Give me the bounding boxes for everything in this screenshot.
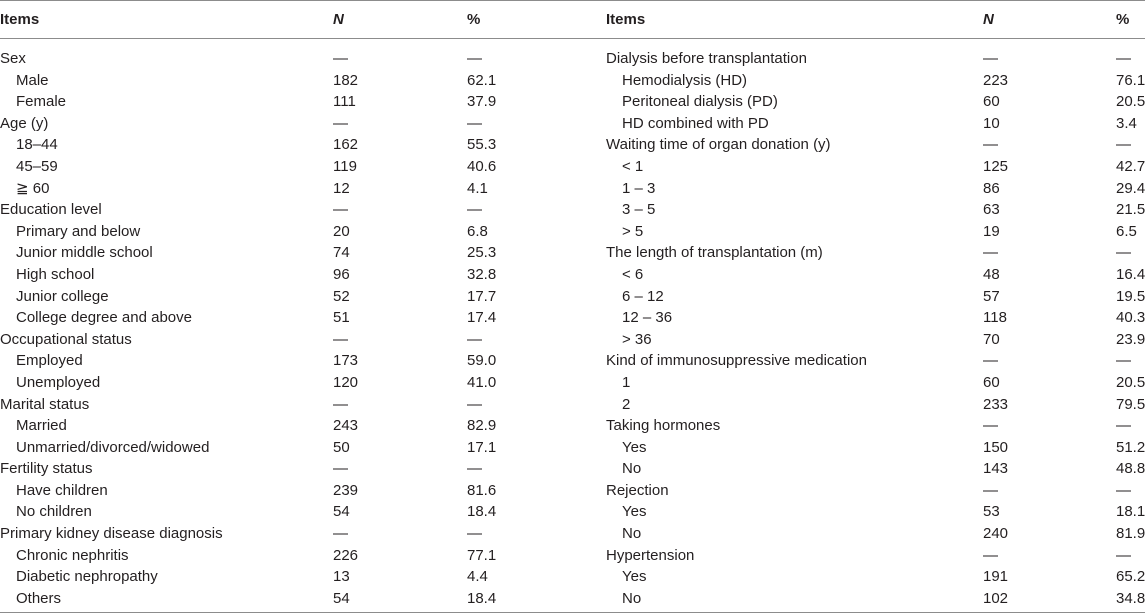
right-item-cell: HD combined with PD (622, 114, 769, 132)
left-n-cell: 243 (333, 417, 359, 435)
left-pct-cell: 17.7 (467, 287, 497, 305)
left-item-cell: Marital status (0, 395, 90, 413)
header-items-right: Items (606, 11, 646, 28)
table-row (0, 437, 1145, 459)
right-n-cell: 191 (983, 568, 1009, 586)
right-item-cell: Yes (622, 568, 647, 586)
left-n-cell: 13 (333, 568, 350, 586)
table-row (0, 394, 1145, 416)
right-item-cell: Peritoneal dialysis (PD) (622, 93, 778, 111)
right-pct-cell: — (1116, 546, 1131, 564)
left-n-cell: 162 (333, 136, 359, 154)
right-n-cell: 150 (983, 438, 1009, 456)
right-pct-cell: 18.1 (1116, 503, 1145, 521)
left-n-cell: 20 (333, 222, 350, 240)
right-item-cell: Taking hormones (606, 417, 721, 435)
left-pct-cell: 41.0 (467, 373, 497, 391)
left-pct-cell: 40.6 (467, 157, 497, 175)
right-item-cell: Yes (622, 503, 647, 521)
left-n-cell: 173 (333, 352, 359, 370)
table-row (0, 286, 1145, 308)
header-pct-left: % (467, 11, 481, 28)
right-n-cell: 223 (983, 71, 1009, 89)
right-item-cell: Waiting time of organ donation (y) (606, 136, 831, 154)
right-pct-cell: 34.8 (1116, 589, 1145, 607)
table-row (0, 134, 1145, 156)
right-n-cell: 233 (983, 395, 1009, 413)
left-pct-cell: — (467, 50, 482, 67)
left-pct-cell: — (467, 395, 482, 413)
left-pct-cell: 25.3 (467, 244, 497, 262)
left-pct-cell: — (467, 525, 482, 543)
table-header (0, 0, 1145, 38)
left-n-cell: 226 (333, 546, 359, 564)
right-pct-cell: — (1116, 244, 1131, 262)
right-item-cell: Rejection (606, 481, 669, 499)
left-n-cell: 12 (333, 179, 350, 197)
right-n-cell: 70 (983, 330, 1000, 348)
left-item-cell: Primary and below (16, 222, 141, 240)
right-n-cell: 240 (983, 525, 1009, 543)
right-item-cell: 6 – 12 (622, 287, 664, 305)
left-n-cell: — (333, 460, 348, 478)
right-n-cell: 53 (983, 503, 1000, 521)
right-n-cell: — (983, 136, 998, 154)
left-item-cell: Fertility status (0, 460, 93, 478)
left-item-cell: Unmarried/divorced/widowed (16, 438, 210, 456)
right-item-cell: No (622, 460, 642, 478)
left-n-cell: 52 (333, 287, 350, 305)
table-row (0, 91, 1145, 113)
left-item-cell: Married (16, 417, 67, 435)
table-row (0, 242, 1145, 264)
left-item-cell: Have children (16, 481, 108, 499)
table-row (0, 350, 1145, 372)
left-pct-cell: 77.1 (467, 546, 497, 564)
right-item-cell: Kind of immunosuppressive medication (606, 352, 867, 370)
left-item-cell: Male (16, 71, 49, 89)
right-item-cell: No (622, 525, 642, 543)
left-item-cell: ≧ 60 (16, 179, 50, 197)
right-item-cell: 1 – 3 (622, 179, 656, 197)
right-n-cell: 60 (983, 93, 1000, 111)
right-item-cell: 1 (622, 373, 631, 391)
right-pct-cell: 79.5 (1116, 395, 1145, 413)
right-n-cell: 57 (983, 287, 1000, 305)
right-pct-cell: 6.5 (1116, 222, 1137, 240)
left-item-cell: College degree and above (16, 309, 192, 327)
right-pct-cell: — (1116, 352, 1131, 370)
table-body (0, 48, 1145, 609)
right-pct-cell: 29.4 (1116, 179, 1145, 197)
left-pct-cell: 18.4 (467, 589, 497, 607)
header-n-right: N (983, 11, 994, 28)
right-item-cell: > 36 (622, 330, 652, 348)
table-row (0, 113, 1145, 135)
right-item-cell: Hypertension (606, 546, 695, 564)
right-pct-cell: 48.8 (1116, 460, 1145, 478)
left-item-cell: Female (16, 93, 67, 111)
left-item-cell: Education level (0, 201, 102, 219)
right-pct-cell: 21.5 (1116, 201, 1145, 219)
table-row (0, 221, 1145, 243)
right-pct-cell: 23.9 (1116, 330, 1145, 348)
right-n-cell: — (983, 244, 998, 262)
left-item-cell: Chronic nephritis (16, 546, 129, 564)
left-n-cell: 119 (333, 157, 357, 175)
left-pct-cell: 55.3 (467, 136, 497, 154)
left-pct-cell: — (467, 201, 482, 219)
left-n-cell: 96 (333, 265, 350, 283)
left-item-cell: Diabetic nephropathy (16, 568, 158, 586)
left-n-cell: — (333, 50, 348, 67)
left-n-cell: 51 (333, 309, 350, 327)
left-pct-cell: 4.4 (467, 568, 488, 586)
right-item-cell: Dialysis before transplantation (606, 50, 807, 67)
right-item-cell: > 5 (622, 222, 644, 240)
left-n-cell: 182 (333, 71, 359, 89)
left-pct-cell: — (467, 330, 482, 348)
right-n-cell: — (983, 50, 998, 67)
table-row (0, 480, 1145, 502)
right-item-cell: < 6 (622, 265, 644, 283)
right-n-cell: 143 (983, 460, 1009, 478)
right-item-cell: The length of transplantation (m) (606, 244, 823, 262)
left-n-cell: — (333, 525, 348, 543)
left-n-cell: 111 (333, 93, 356, 111)
left-n-cell: 120 (333, 373, 359, 391)
left-item-cell: High school (16, 265, 95, 283)
left-item-cell: Primary kidney disease diagnosis (0, 525, 223, 543)
table-row (0, 329, 1145, 351)
left-pct-cell: 81.6 (467, 481, 497, 499)
right-n-cell: — (983, 481, 998, 499)
header-n-left: N (333, 11, 344, 28)
right-n-cell: — (983, 352, 998, 370)
table-row (0, 156, 1145, 178)
left-pct-cell: 32.8 (467, 265, 497, 283)
left-n-cell: 54 (333, 503, 350, 521)
right-item-cell: Yes (622, 438, 647, 456)
left-pct-cell: 82.9 (467, 417, 497, 435)
right-item-cell: Hemodialysis (HD) (622, 71, 748, 89)
header-pct-right: % (1116, 11, 1130, 28)
table-row (0, 307, 1145, 329)
left-item-cell: No children (16, 503, 92, 521)
left-pct-cell: 17.1 (467, 438, 497, 456)
table-row (0, 372, 1145, 394)
right-item-cell: < 1 (622, 157, 644, 175)
left-pct-cell: 37.9 (467, 93, 497, 111)
table-row (0, 458, 1145, 480)
bottom-rule (0, 612, 1145, 613)
left-pct-cell: 59.0 (467, 352, 497, 370)
right-pct-cell: 65.2 (1116, 568, 1145, 586)
left-n-cell: — (333, 330, 348, 348)
right-n-cell: 60 (983, 373, 1000, 391)
right-item-cell: 3 – 5 (622, 201, 656, 219)
right-pct-cell: 42.7 (1116, 157, 1145, 175)
table-row (0, 566, 1145, 588)
left-n-cell: 74 (333, 244, 350, 262)
right-n-cell: 86 (983, 179, 1000, 197)
left-item-cell: 45–59 (16, 157, 58, 175)
right-n-cell: 10 (983, 114, 1000, 132)
right-pct-cell: 40.3 (1116, 309, 1145, 327)
right-n-cell: — (983, 546, 998, 564)
right-n-cell: — (983, 417, 998, 435)
right-n-cell: 118 (983, 309, 1007, 327)
right-pct-cell: 76.1 (1116, 71, 1145, 89)
right-pct-cell: 51.2 (1116, 438, 1145, 456)
right-pct-cell: 81.9 (1116, 525, 1145, 543)
table-row (0, 48, 1145, 70)
right-n-cell: 63 (983, 201, 1000, 219)
right-pct-cell: 20.5 (1116, 373, 1145, 391)
left-item-cell: Others (16, 589, 62, 607)
table-row (0, 70, 1145, 92)
right-pct-cell: 16.4 (1116, 265, 1145, 283)
table-row (0, 178, 1145, 200)
right-pct-cell: — (1116, 417, 1131, 435)
header-items-left: Items (0, 11, 40, 28)
right-pct-cell: — (1116, 136, 1131, 154)
table-row (0, 501, 1145, 523)
left-item-cell: Unemployed (16, 373, 101, 391)
left-pct-cell: 62.1 (467, 71, 497, 89)
table-row (0, 545, 1145, 567)
left-item-cell: 18–44 (16, 136, 58, 154)
left-pct-cell: 4.1 (467, 179, 488, 197)
left-n-cell: 50 (333, 438, 350, 456)
left-pct-cell: 6.8 (467, 222, 488, 240)
left-item-cell: Age (y) (0, 114, 49, 132)
right-n-cell: 19 (983, 222, 1000, 240)
left-n-cell: — (333, 395, 348, 413)
right-item-cell: No (622, 589, 642, 607)
header-rule (0, 38, 1145, 39)
left-item-cell: Junior middle school (16, 244, 153, 262)
left-pct-cell: — (467, 460, 482, 478)
left-n-cell: — (333, 201, 348, 219)
left-item-cell: Junior college (16, 287, 109, 305)
left-n-cell: 54 (333, 589, 350, 607)
table-row (0, 588, 1145, 610)
right-n-cell: 102 (983, 589, 1009, 607)
right-n-cell: 48 (983, 265, 1000, 283)
left-item-cell: Sex (0, 50, 26, 67)
right-n-cell: 125 (983, 157, 1009, 175)
left-pct-cell: 17.4 (467, 309, 497, 327)
table-row (0, 415, 1145, 437)
table-row (0, 199, 1145, 221)
right-pct-cell: — (1116, 50, 1131, 67)
left-item-cell: Occupational status (0, 330, 132, 348)
left-n-cell: — (333, 114, 348, 132)
left-pct-cell: — (467, 114, 482, 132)
left-pct-cell: 18.4 (467, 503, 497, 521)
right-pct-cell: 20.5 (1116, 93, 1145, 111)
right-pct-cell: 19.5 (1116, 287, 1145, 305)
left-item-cell: Employed (16, 352, 83, 370)
table-row (0, 264, 1145, 286)
table-row (0, 523, 1145, 545)
left-n-cell: 239 (333, 481, 359, 499)
right-pct-cell: 3.4 (1116, 114, 1137, 132)
right-item-cell: 2 (622, 395, 631, 413)
right-pct-cell: — (1116, 481, 1131, 499)
right-item-cell: 12 – 36 (622, 309, 673, 327)
